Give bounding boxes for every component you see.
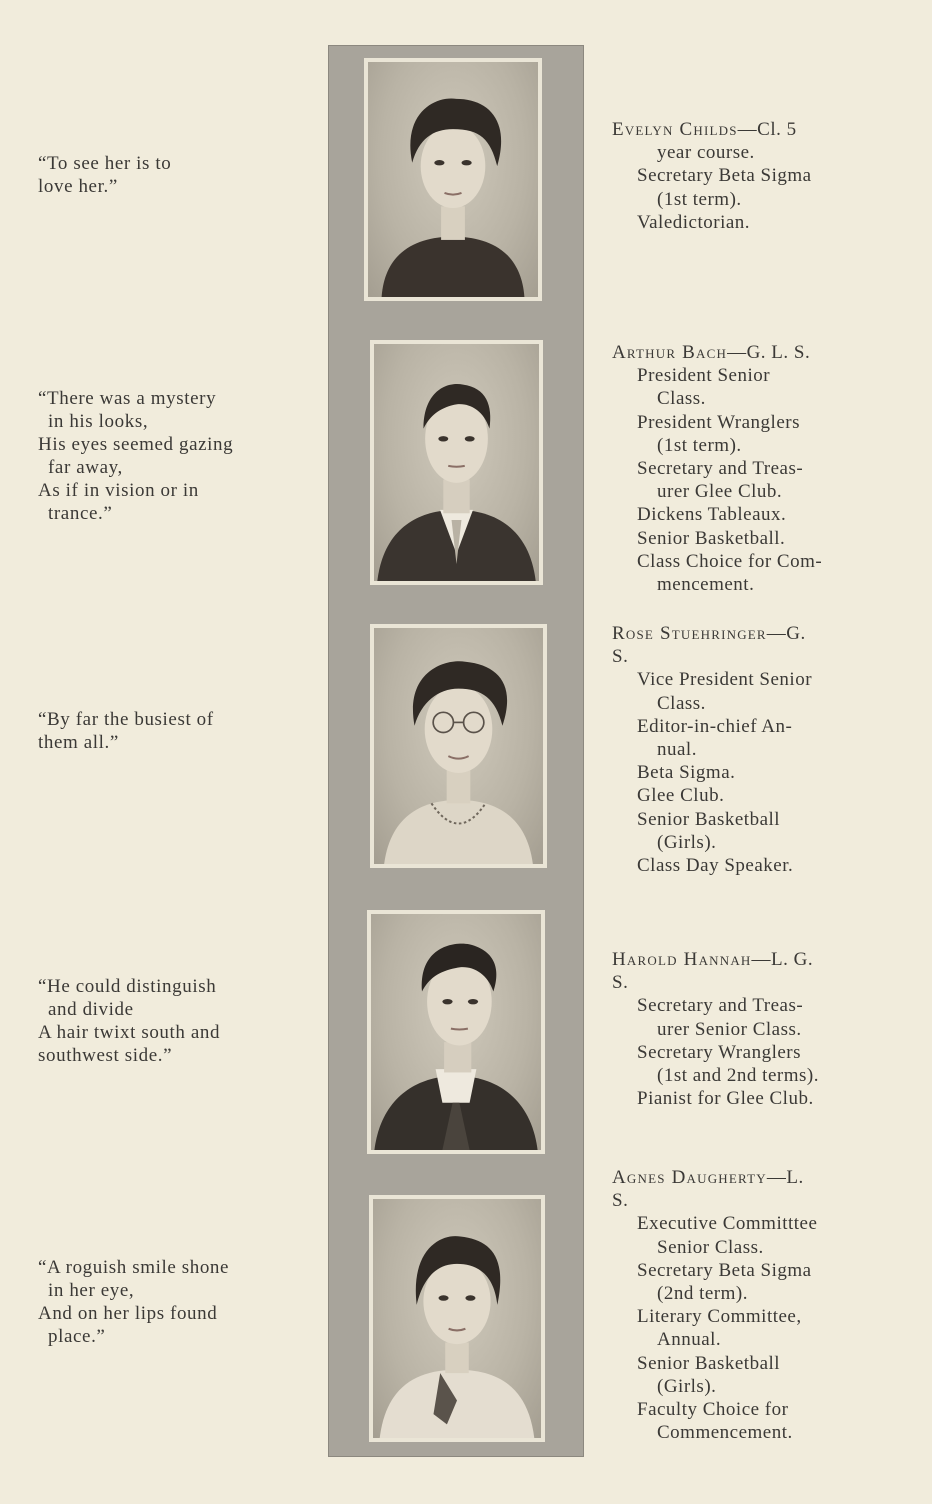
quote-line: His eyes seemed gazing bbox=[38, 434, 234, 455]
quote-line: “He could distinguish bbox=[38, 976, 217, 997]
bio-line: S. bbox=[612, 972, 629, 994]
bio-line: mencement. bbox=[657, 574, 755, 596]
bio-line: Senior Basketball bbox=[637, 1352, 781, 1374]
portrait-evelyn-childs bbox=[364, 58, 542, 301]
bio-line: Executive Committtee bbox=[637, 1213, 818, 1235]
student-affiliation: —G. L. S. bbox=[727, 342, 811, 363]
bio-line: Secretary and Treas- bbox=[637, 458, 804, 480]
portrait-man-icon bbox=[371, 914, 541, 1150]
bio-line: Vice President Senior bbox=[637, 669, 813, 691]
quote-line: place.” bbox=[48, 1326, 106, 1347]
bio-line: urer Glee Club. bbox=[657, 481, 783, 503]
quote-line: And on her lips found bbox=[38, 1303, 218, 1324]
bio-arthur-bach bbox=[612, 341, 884, 596]
quote-line: love her.” bbox=[38, 176, 118, 197]
quote-line: A hair twixt south and bbox=[38, 1022, 221, 1043]
bio-line: Dickens Tableaux. bbox=[637, 504, 787, 526]
bio-rose-stuehringer bbox=[612, 622, 884, 877]
quote-line: trance.” bbox=[48, 503, 113, 524]
bio-name-line bbox=[612, 622, 884, 645]
bio-line: S. bbox=[612, 646, 629, 668]
bio-line: Class Choice for Com- bbox=[637, 550, 823, 572]
bio-line: (1st term). bbox=[657, 434, 742, 456]
bio-line: Annual. bbox=[657, 1329, 722, 1351]
quote-line: “By far the busiest of bbox=[38, 709, 214, 730]
bio-line: Secretary and Treas- bbox=[637, 995, 804, 1017]
bio-line: Senior Class. bbox=[657, 1236, 764, 1258]
bio-line: Beta Sigma. bbox=[637, 762, 736, 784]
bio-line: S. bbox=[612, 1190, 629, 1212]
quote-evelyn-childs bbox=[38, 152, 306, 198]
quote-line: southwest side.” bbox=[38, 1045, 173, 1066]
bio-name-line bbox=[612, 1166, 884, 1189]
bio-line: urer Senior Class. bbox=[657, 1018, 802, 1040]
quote-harold-hannah bbox=[38, 975, 306, 1067]
bio-line: President Wranglers bbox=[637, 411, 800, 433]
quote-agnes-daugherty bbox=[38, 1256, 306, 1348]
bio-harold-hannah bbox=[612, 948, 884, 1110]
quote-line: “To see her is to bbox=[38, 153, 172, 174]
bio-line: President Senior bbox=[637, 365, 771, 387]
student-affiliation: —G. bbox=[766, 623, 806, 644]
bio-line: Senior Basketball bbox=[637, 808, 781, 830]
bio-line: Commencement. bbox=[657, 1422, 793, 1444]
quote-line: and divide bbox=[48, 999, 134, 1020]
bio-line: Valedictorian. bbox=[637, 211, 751, 233]
bio-line: Secretary Beta Sigma bbox=[637, 1259, 812, 1281]
quote-rose-stuehringer bbox=[38, 708, 306, 754]
portrait-arthur-bach bbox=[370, 340, 543, 585]
bio-line: Senior Basketball. bbox=[637, 527, 786, 549]
student-name: Harold Hannah bbox=[612, 949, 752, 970]
bio-line: Class. bbox=[657, 692, 706, 714]
quote-arthur-bach bbox=[38, 387, 306, 525]
quote-line: As if in vision or in bbox=[38, 480, 199, 501]
quote-line: in his looks, bbox=[48, 411, 149, 432]
bio-line: Class Day Speaker. bbox=[637, 855, 794, 877]
portrait-harold-hannah bbox=[367, 910, 545, 1154]
student-affiliation: —L. bbox=[766, 1167, 804, 1188]
bio-line: Faculty Choice for bbox=[637, 1399, 789, 1421]
bio-line: (1st and 2nd terms). bbox=[657, 1065, 819, 1087]
student-name: Evelyn Childs bbox=[612, 119, 738, 140]
bio-line: Secretary Wranglers bbox=[637, 1041, 802, 1063]
bio-name-line bbox=[612, 948, 884, 971]
bio-line: Pianist for Glee Club. bbox=[637, 1088, 814, 1110]
bio-name-line bbox=[612, 341, 884, 364]
portrait-woman-icon bbox=[368, 62, 538, 297]
student-name: Rose Stuehringer bbox=[612, 623, 767, 644]
student-affiliation: —L. G. bbox=[751, 949, 814, 970]
quote-line: in her eye, bbox=[48, 1280, 135, 1301]
quote-line: “A roguish smile shone bbox=[38, 1257, 230, 1278]
bio-line: year course. bbox=[657, 142, 755, 164]
bio-line: Glee Club. bbox=[637, 785, 725, 807]
bio-line: Class. bbox=[657, 388, 706, 410]
bio-line: Secretary Beta Sigma bbox=[637, 165, 812, 187]
bio-line: Editor-in-chief An- bbox=[637, 715, 793, 737]
student-affiliation: —Cl. 5 bbox=[737, 119, 797, 140]
bio-name-line bbox=[612, 118, 884, 141]
quote-line: them all.” bbox=[38, 732, 119, 753]
student-name: Arthur Bach bbox=[612, 342, 728, 363]
quote-line: far away, bbox=[48, 457, 123, 478]
bio-line: (Girls). bbox=[657, 1375, 717, 1397]
bio-line: nual. bbox=[657, 739, 697, 761]
bio-line: (1st term). bbox=[657, 188, 742, 210]
student-name: Agnes Daugherty bbox=[612, 1167, 767, 1188]
bio-line: (Girls). bbox=[657, 831, 717, 853]
portrait-rose-stuehringer bbox=[370, 624, 547, 868]
portrait-woman-glasses-icon bbox=[374, 628, 543, 864]
portrait-woman-icon bbox=[373, 1199, 541, 1438]
bio-evelyn-childs bbox=[612, 118, 884, 234]
quote-line: “There was a mystery bbox=[38, 388, 217, 409]
bio-line: (2nd term). bbox=[657, 1283, 748, 1305]
portrait-man-icon bbox=[374, 344, 539, 581]
bio-agnes-daugherty bbox=[612, 1166, 884, 1444]
portrait-agnes-daugherty bbox=[369, 1195, 545, 1442]
bio-line: Literary Committee, bbox=[637, 1306, 802, 1328]
